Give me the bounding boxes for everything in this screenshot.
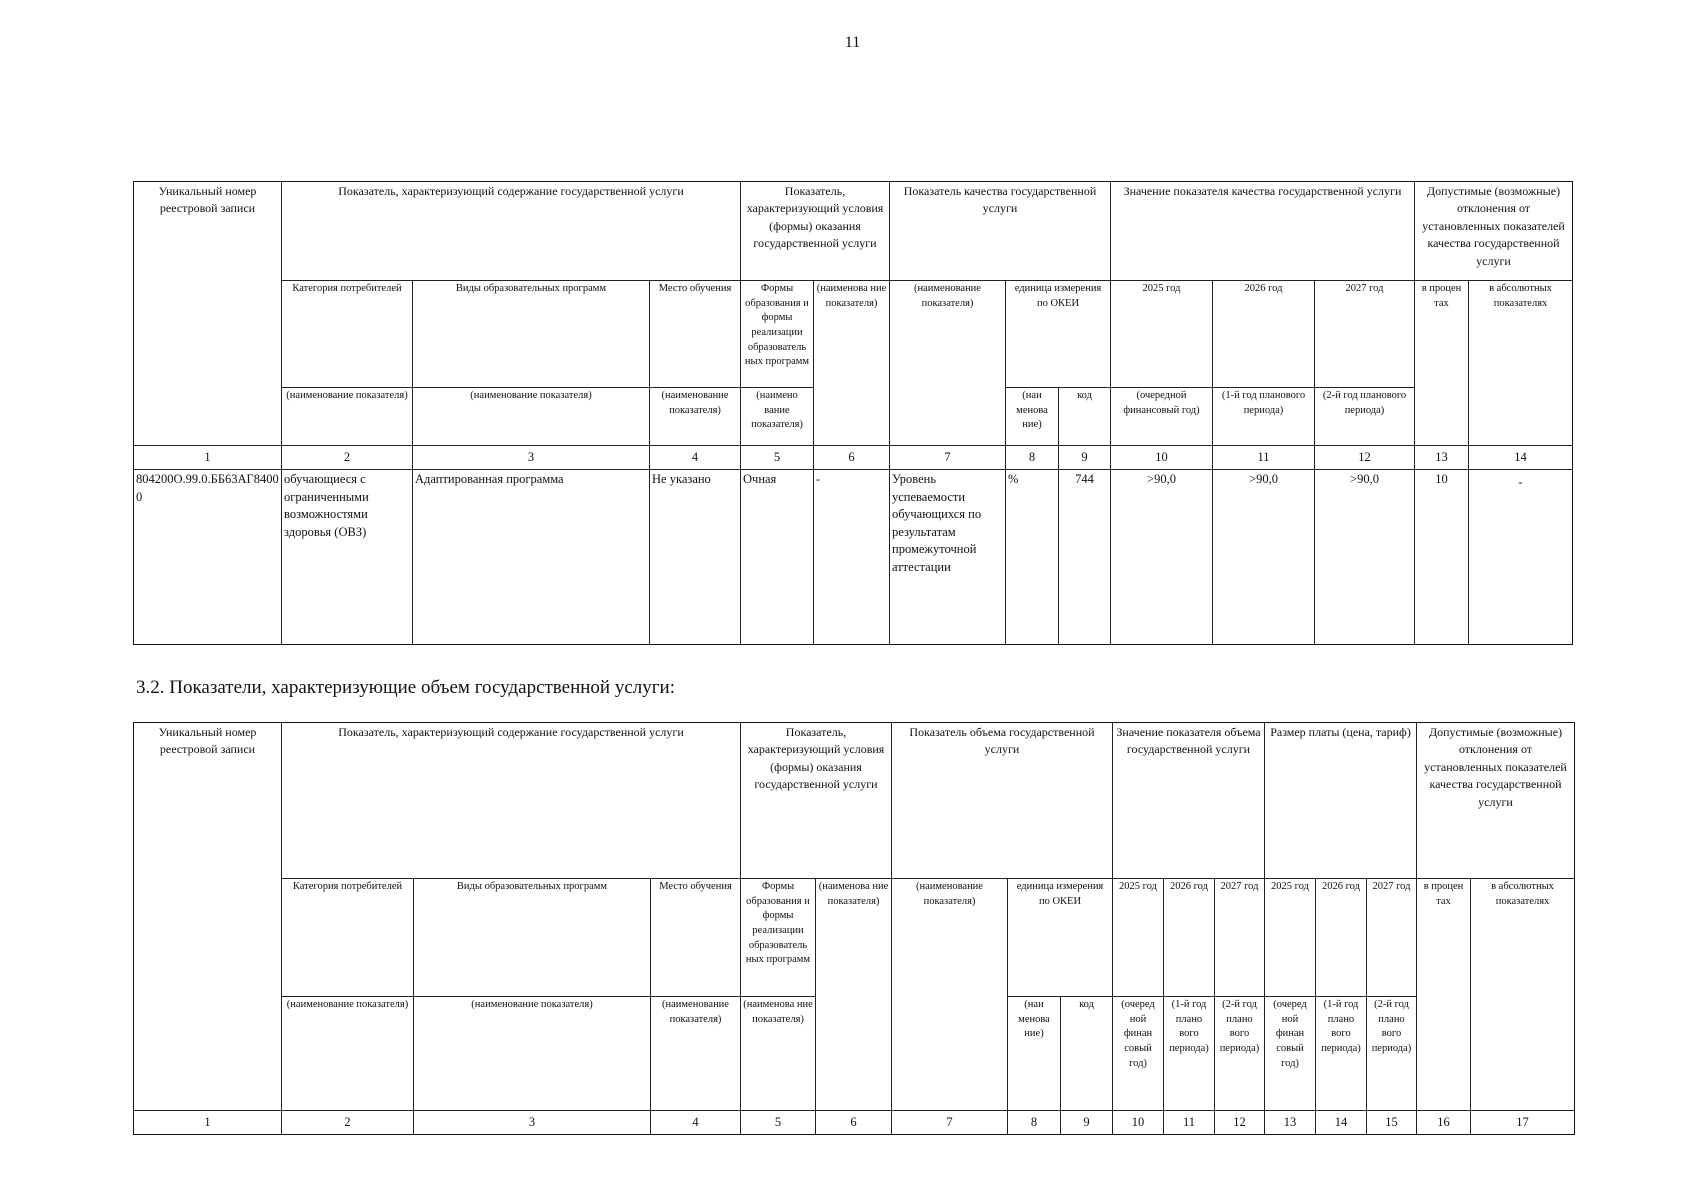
col-number: 14	[1468, 445, 1573, 470]
unit-name-header: (наи менова ние)	[1007, 996, 1061, 1111]
okei-code-value: 744	[1058, 469, 1111, 645]
col-number: 8	[1005, 445, 1059, 470]
content-indicator-header: Показатель, характеризующий содержание государственной услуги	[281, 181, 741, 281]
registry-number-value: 804200О.99.0.ББ63АГ8400 0	[133, 469, 282, 645]
fee-period-2025-header: (очеред ной финан совый год)	[1264, 996, 1316, 1111]
col-number: 7	[891, 1110, 1008, 1135]
period-2025-header: (очередной финансовый год)	[1110, 387, 1213, 446]
deviation-absolute-value: -	[1468, 469, 1573, 645]
col-number: 9	[1060, 1110, 1113, 1135]
unit-code-header: код	[1058, 387, 1111, 446]
volume-value-header: Значение показателя объема государственной услуги	[1112, 722, 1265, 879]
col3-name-header: (наименование показателя)	[412, 387, 650, 446]
col-number: 1	[133, 1110, 282, 1135]
year-2025-header: 2025 год	[1110, 280, 1213, 388]
col5-name-header: (наименова ние показателя)	[740, 996, 816, 1111]
col-number: 13	[1414, 445, 1469, 470]
col-number: 10	[1110, 445, 1213, 470]
deviation-header: Допустимые (возможные) отклонения от установленных показателей качества государственной услуги	[1414, 181, 1573, 281]
year-2027-header: 2027 год	[1314, 280, 1415, 388]
col2-name-header: (наименование показателя)	[281, 996, 414, 1111]
fee-year-2027-header: 2027 год	[1366, 878, 1417, 997]
condition-indicator-header: Показатель, характеризующий условия (формы) оказания государственной услуги	[740, 181, 890, 281]
page-number: 11	[844, 34, 861, 51]
value-year-2027-header: 2027 год	[1214, 878, 1265, 997]
year-2026-header: 2026 год	[1212, 280, 1315, 388]
col6-value: -	[813, 469, 890, 645]
col-number: 12	[1214, 1110, 1265, 1135]
fee-year-2026-header: 2026 год	[1315, 878, 1367, 997]
col5-name-header: (наимено вание показателя)	[740, 387, 814, 446]
col-number: 13	[1264, 1110, 1316, 1135]
col4-name-header: (наименование показателя)	[650, 996, 741, 1111]
quality-indicator-value: Уровень успеваемости обучающихся по результатам промежуточной аттестации	[889, 469, 1006, 645]
indicator-name-col7-header: (наименование показателя)	[889, 280, 1006, 446]
period-2026-header: (1-й год планового периода)	[1212, 387, 1315, 446]
indicator-name-col7-header: (наименование показателя)	[891, 878, 1008, 1111]
unit-value: %	[1005, 469, 1059, 645]
value-period-2026-header: (1-й год плано вого периода)	[1163, 996, 1215, 1111]
col-number: 3	[413, 1110, 651, 1135]
col-number: 12	[1314, 445, 1415, 470]
indicator-name-col6-header: (наименова ние показателя)	[813, 280, 890, 446]
section-heading: 3.2. Показатели, характеризующие объем государственной услуги:	[136, 677, 676, 698]
col-number: 2	[281, 1110, 414, 1135]
fee-header: Размер платы (цена, тариф)	[1264, 722, 1417, 879]
education-forms-header: Формы образования и формы реализации образователь ных программ	[740, 280, 814, 388]
okei-unit-header: единица измерения по ОКЕИ	[1007, 878, 1113, 997]
condition-indicator-header: Показатель, характеризующий условия (формы) оказания государственной услуги	[740, 722, 892, 879]
deviation-absolute-header: в абсолютных показателях	[1468, 280, 1573, 446]
col-number: 15	[1366, 1110, 1417, 1135]
content-indicator-header: Показатель, характеризующий содержание государственной услуги	[281, 722, 741, 879]
col-number: 16	[1416, 1110, 1471, 1135]
col-number: 8	[1007, 1110, 1061, 1135]
study-place-header: Место обучения	[649, 280, 741, 388]
deviation-percent-header: в процен тах	[1416, 878, 1471, 1111]
indicator-name-col6-header: (наименова ние показателя)	[815, 878, 892, 1111]
deviation-header: Допустимые (возможные) отклонения от установленных показателей качества государственной услуги	[1416, 722, 1575, 879]
fee-period-2026-header: (1-й год плано вого периода)	[1315, 996, 1367, 1111]
program-type-value: Адаптированная программа	[412, 469, 650, 645]
col-number: 2	[281, 445, 413, 470]
col-number: 5	[740, 445, 814, 470]
program-types-header: Виды образовательных программ	[412, 280, 650, 388]
deviation-absolute-header: в абсолютных показателях	[1470, 878, 1575, 1111]
quality-indicator-header: Показатель качества государственной услуги	[889, 181, 1111, 281]
volume-indicator-header: Показатель объема государственной услуги	[891, 722, 1113, 879]
col3-name-header: (наименование показателя)	[413, 996, 651, 1111]
col-number: 9	[1058, 445, 1111, 470]
col-number: 5	[740, 1110, 816, 1135]
program-types-header: Виды образовательных программ	[413, 878, 651, 997]
okei-unit-header: единица измерения по ОКЕИ	[1005, 280, 1111, 388]
col-number: 11	[1163, 1110, 1215, 1135]
education-form-value: Очная	[740, 469, 814, 645]
fee-year-2025-header: 2025 год	[1264, 878, 1316, 997]
col2-name-header: (наименование показателя)	[281, 387, 413, 446]
unit-code-header: код	[1060, 996, 1113, 1111]
col-number: 7	[889, 445, 1006, 470]
col-number: 1	[133, 445, 282, 470]
col-number: 4	[650, 1110, 741, 1135]
period-2027-header: (2-й год планового периода)	[1314, 387, 1415, 446]
col-number: 14	[1315, 1110, 1367, 1135]
col-number: 3	[412, 445, 650, 470]
study-place-header: Место обучения	[650, 878, 741, 997]
col-number: 11	[1212, 445, 1315, 470]
quality-value-header: Значение показателя качества государственной услуги	[1110, 181, 1415, 281]
value-2025: >90,0	[1110, 469, 1213, 645]
col4-name-header: (наименование показателя)	[649, 387, 741, 446]
consumer-category-value: обучающиеся с ограниченными возможностями здоровья (ОВЗ)	[281, 469, 413, 645]
unit-name-header: (наи менова ние)	[1005, 387, 1059, 446]
col-number: 10	[1112, 1110, 1164, 1135]
value-year-2025-header: 2025 год	[1112, 878, 1164, 997]
study-place-value: Не указано	[649, 469, 741, 645]
registry-number-header: Уникальный номер реестровой записи	[133, 722, 282, 1111]
deviation-percent-value: 10	[1414, 469, 1469, 645]
consumer-category-header: Категория потребителей	[281, 280, 413, 388]
deviation-percent-header: в процен тах	[1414, 280, 1469, 446]
value-2026: >90,0	[1212, 469, 1315, 645]
value-period-2027-header: (2-й год плано вого периода)	[1214, 996, 1265, 1111]
value-period-2025-header: (очеред ной финан совый год)	[1112, 996, 1164, 1111]
value-2027: >90,0	[1314, 469, 1415, 645]
consumer-category-header: Категория потребителей	[281, 878, 414, 997]
col-number: 17	[1470, 1110, 1575, 1135]
registry-number-header: Уникальный номер реестровой записи	[133, 181, 282, 446]
fee-period-2027-header: (2-й год плано вого периода)	[1366, 996, 1417, 1111]
col-number: 4	[649, 445, 741, 470]
education-forms-header: Формы образования и формы реализации образователь ных программ	[740, 878, 816, 997]
value-year-2026-header: 2026 год	[1163, 878, 1215, 997]
col-number: 6	[815, 1110, 892, 1135]
col-number: 6	[813, 445, 890, 470]
